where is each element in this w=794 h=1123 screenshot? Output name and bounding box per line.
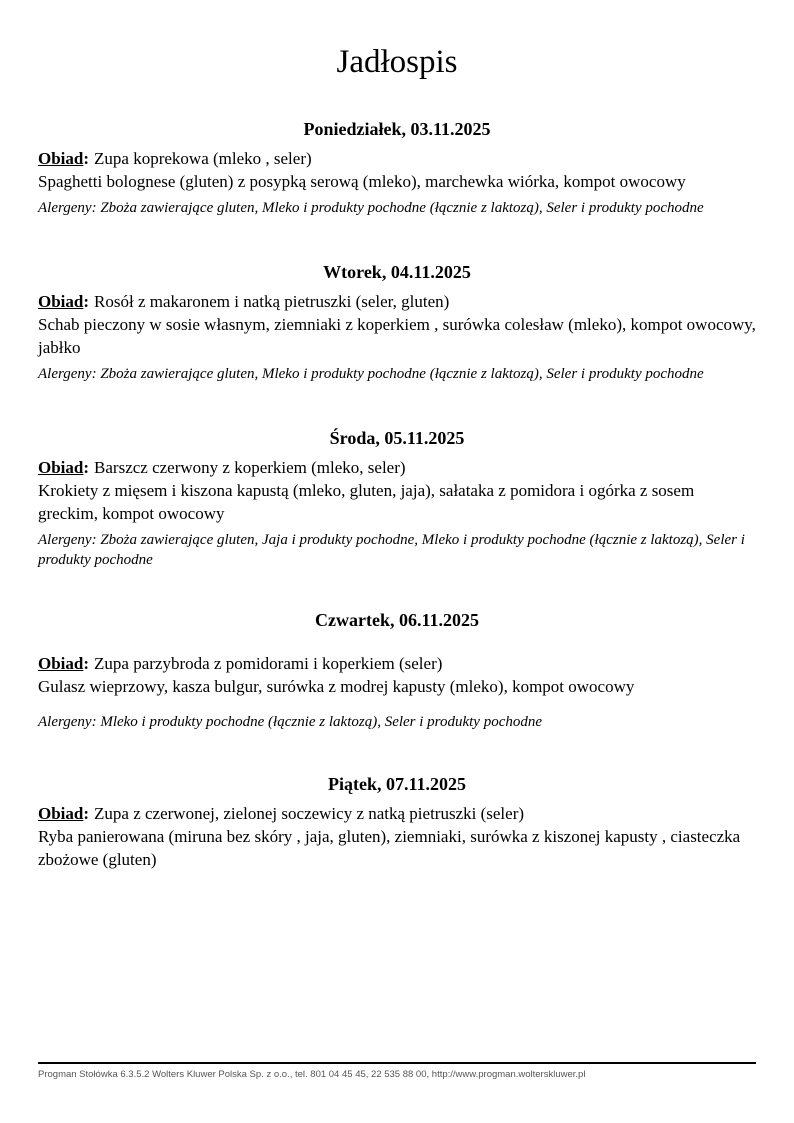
meal-colon: :: [83, 292, 90, 311]
day-section-thursday: [38, 608, 756, 732]
allergens-line: Alergeny: Zboża zawierające gluten, Jaja i produkty pochodne, Mleko i produkty pochodne (łącznie z laktozą), Seler i produkty pochodne: [38, 532, 745, 568]
page-footer: [38, 1062, 756, 1081]
course-line: [38, 290, 756, 313]
course-text: Zupa z czerwonej, zielonej soczewicy z natką pietruszki (seler): [94, 804, 525, 823]
day-heading: Czwartek, 06.11.2025: [315, 610, 479, 630]
courses: [38, 456, 756, 525]
meal-label: Obiad: [38, 149, 84, 168]
meal-colon: :: [83, 654, 90, 673]
menu-content: [0, 40, 794, 871]
allergens-line: Alergeny: Zboża zawierające gluten, Mleko i produkty pochodne (łącznie z laktozą), Seler i produkty pochodne: [38, 366, 704, 382]
course-line: [38, 652, 756, 675]
course-line: [38, 147, 756, 170]
meal-label: Obiad: [38, 804, 84, 823]
course-text: Zupa parzybroda z pomidorami i koperkiem (seler): [94, 654, 443, 673]
courses: [38, 652, 756, 698]
meal-colon: :: [83, 149, 90, 168]
course-text: Rosół z makaronem i natką pietruszki (seler, gluten): [94, 292, 450, 311]
day-section-monday: [38, 117, 756, 218]
meal-label: Obiad: [38, 654, 84, 673]
day-section-tuesday: [38, 260, 756, 384]
course-line: Ryba panierowana (miruna bez skóry , jaja, gluten), ziemniaki, surówka z kiszonej kapusty , ciasteczka zbożowe (gluten): [38, 827, 741, 869]
course-line: Schab pieczony w sosie własnym, ziemniaki z koperkiem , surówka colesław (mleko), kompot owocowy, jabłko: [38, 315, 756, 357]
page-title: Jadłospis: [336, 44, 458, 80]
meal-colon: :: [83, 804, 90, 823]
allergens-line: Alergeny: Zboża zawierające gluten, Mleko i produkty pochodne (łącznie z laktozą), Seler i produkty pochodne: [38, 200, 704, 216]
day-section-wednesday: [38, 426, 756, 570]
course-text: Zupa koprekowa (mleko , seler): [94, 149, 312, 168]
day-section-friday: [38, 772, 756, 871]
course-line: [38, 802, 756, 825]
allergens-line: Alergeny: Mleko i produkty pochodne (łącznie z laktozą), Seler i produkty pochodne: [38, 714, 543, 730]
courses: [38, 802, 756, 871]
course-text: Barszcz czerwony z koperkiem (mleko, seler): [94, 458, 406, 477]
courses: [38, 290, 756, 359]
day-heading: Piątek, 07.11.2025: [328, 774, 466, 794]
day-heading: Środa, 05.11.2025: [329, 428, 465, 448]
meal-label: Obiad: [38, 458, 84, 477]
day-heading: Poniedziałek, 03.11.2025: [303, 119, 491, 139]
course-line: Gulasz wieprzowy, kasza bulgur, surówka z modrej kapusty (mleko), kompot owocowy: [38, 677, 635, 696]
footer-text: Progman Stołówka 6.3.5.2 Wolters Kluwer Polska Sp. z o.o., tel. 801 04 45 45, 22 535 88 00, http://www.progman.wolterskluwer.pl: [38, 1069, 586, 1080]
course-line: Spaghetti bolognese (gluten) z posypką serową (mleko), marchewka wiórka, kompot owocowy: [38, 172, 686, 191]
day-heading: Wtorek, 04.11.2025: [323, 262, 471, 282]
course-line: Krokiety z mięsem i kiszona kapustą (mleko, gluten, jaja), sałataka z pomidora i ogórka z sosem greckim, kompot owocowy: [38, 481, 695, 523]
course-line: [38, 456, 756, 479]
meal-label: Obiad: [38, 292, 84, 311]
courses: [38, 147, 756, 193]
meal-colon: :: [83, 458, 90, 477]
